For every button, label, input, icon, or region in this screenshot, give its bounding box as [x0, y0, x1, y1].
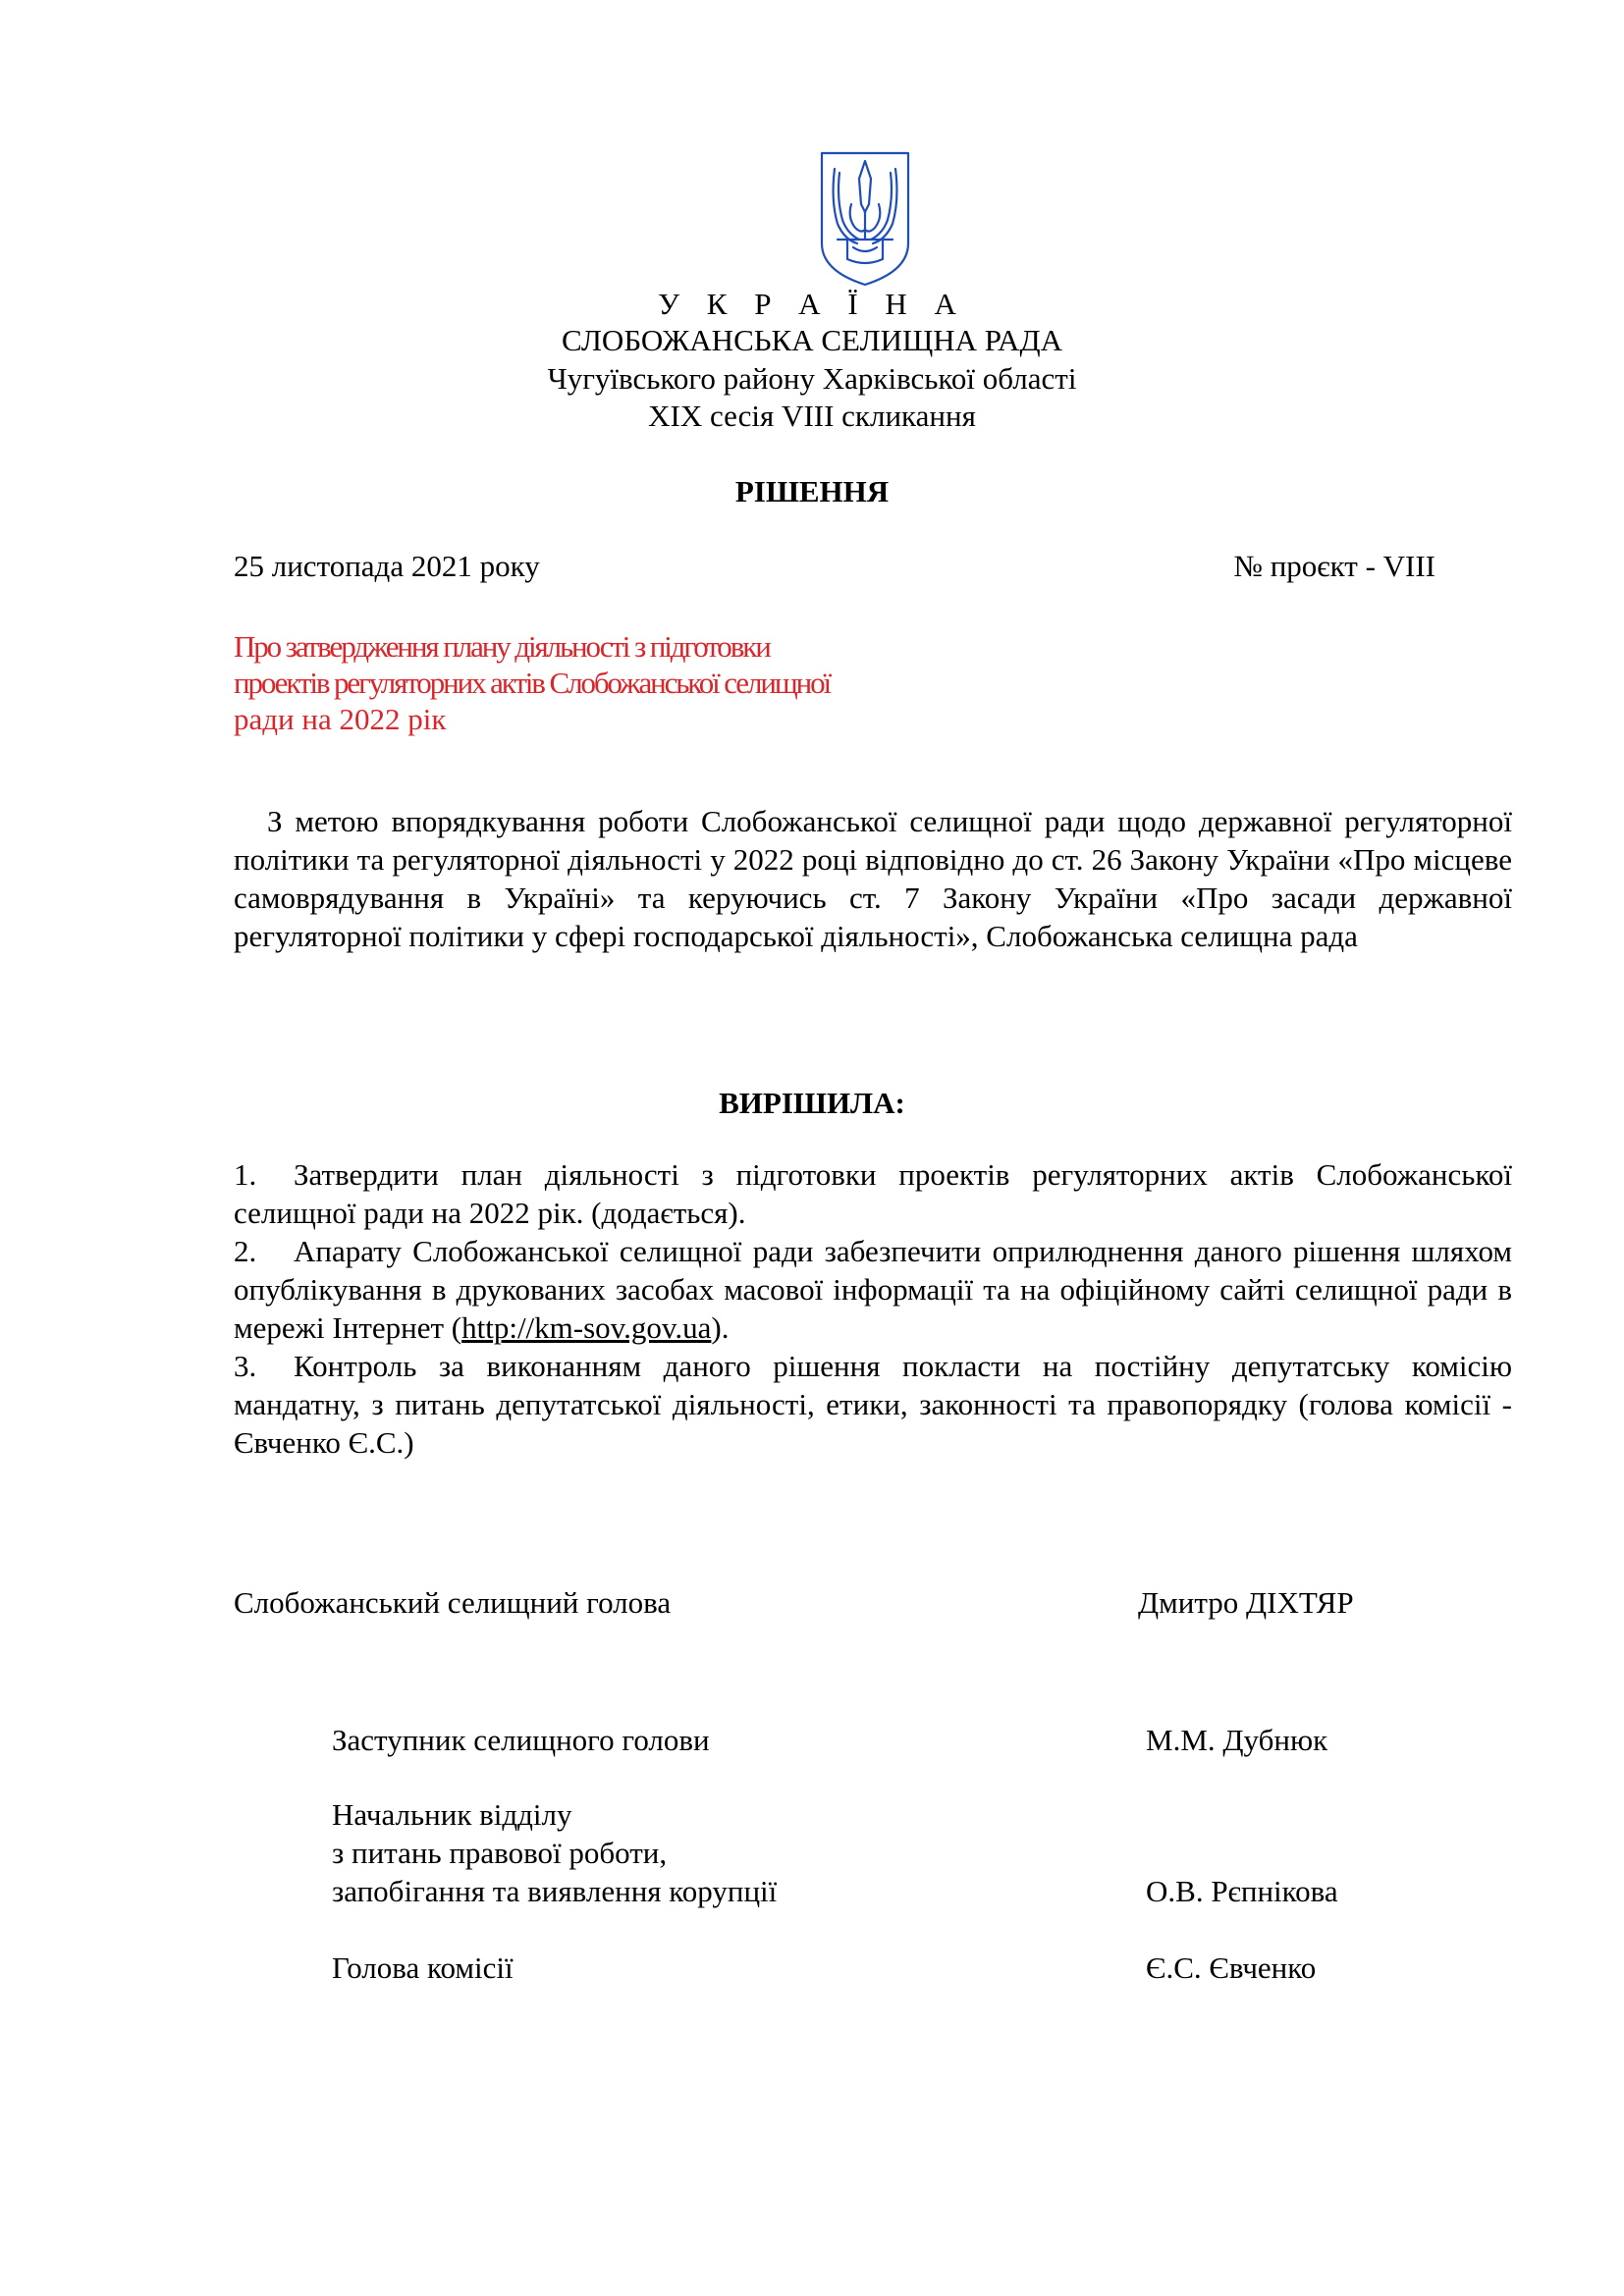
resolution-items	[234, 1155, 1512, 1462]
header-council-name: СЛОБОЖАНСЬКА СЕЛИЩНА РАДА	[562, 323, 1062, 357]
approval-title: Голова комісії	[332, 1950, 514, 1985]
website-link[interactable]: http://km-sov.gov.ua	[461, 1310, 712, 1345]
item-text: Апарату Слобожанської селищної ради забезпечити оприлюднення даного рішення шляхом опублікування в друкованих засобах масової інформації та на офіційному сайті селищної ради в мережі Інтернет (	[234, 1234, 1512, 1345]
approval-title	[332, 1795, 777, 1910]
item-number: 3.	[234, 1349, 257, 1383]
document-subject	[234, 628, 960, 737]
resolution-item	[234, 1232, 1512, 1347]
resolved-heading: ВИРІШИЛА:	[719, 1086, 905, 1120]
item-text: Контроль за виконанням даного рішення покласти на постійну депутатську комісію мандатну, з питань депутатської діяльності, етики, законності та правопорядку (голова комісії - Євченко Є.С.)	[234, 1349, 1512, 1460]
header-session: XIX сесія VIII скликання	[648, 399, 976, 433]
preamble-paragraph: З метою впорядкування роботи Слобожанської селищної ради щодо державної регуляторної політики та регуляторної діяльності у 2022 році відповідно до ст. 26 Закону України «Про місцеве самоврядування в Україні» та керуючись ст. 7 Закону України «Про засади державної регуляторної політики у сфері господарської діяльності», Слобожанська селищна рада	[234, 804, 1512, 953]
item-number: 2.	[234, 1234, 257, 1268]
head-signature-title: Слобожанський селищний голова	[234, 1585, 672, 1620]
approval-name: Є.С. Євченко	[1146, 1950, 1317, 1985]
subject-line: ради на 2022 рік	[234, 702, 447, 736]
document-number: № проєкт - VIII	[1233, 549, 1435, 583]
item-text: Затвердити план діяльності з підготовки проектів регуляторних актів Слобожанської селищної ради на 2022 рік. (додається).	[234, 1157, 1512, 1230]
approval-name: О.В. Рєпнікова	[1146, 1874, 1338, 1908]
head-signature-name: Дмитро ДІХТЯР	[1138, 1585, 1354, 1620]
item-text-end: ).	[711, 1310, 730, 1345]
subject-line: Про затвердження плану діяльності з підготовки	[234, 629, 770, 664]
header-district: Чугуївського району Харківської області	[547, 361, 1077, 396]
approval-title-line: запобігання та виявлення корупції	[332, 1874, 778, 1908]
approval-title: Заступник селищного голови	[332, 1723, 710, 1757]
approval-title-line: Начальник відділу	[332, 1797, 572, 1832]
document-date: 25 листопада 2021 року	[234, 549, 540, 583]
resolution-item	[234, 1347, 1512, 1462]
header-country: У К Р А Ї Н А	[658, 287, 966, 321]
item-number: 1.	[234, 1157, 257, 1192]
approval-title-line: з питань правової роботи,	[332, 1836, 668, 1870]
subject-line: проектів регуляторних актів Слобожанської селищної	[234, 666, 830, 700]
document-type-title: РІШЕННЯ	[734, 474, 890, 508]
trident-coat-of-arms-icon	[818, 149, 912, 288]
resolution-item	[234, 1155, 1512, 1232]
approval-name: М.М. Дубнюк	[1146, 1723, 1328, 1757]
